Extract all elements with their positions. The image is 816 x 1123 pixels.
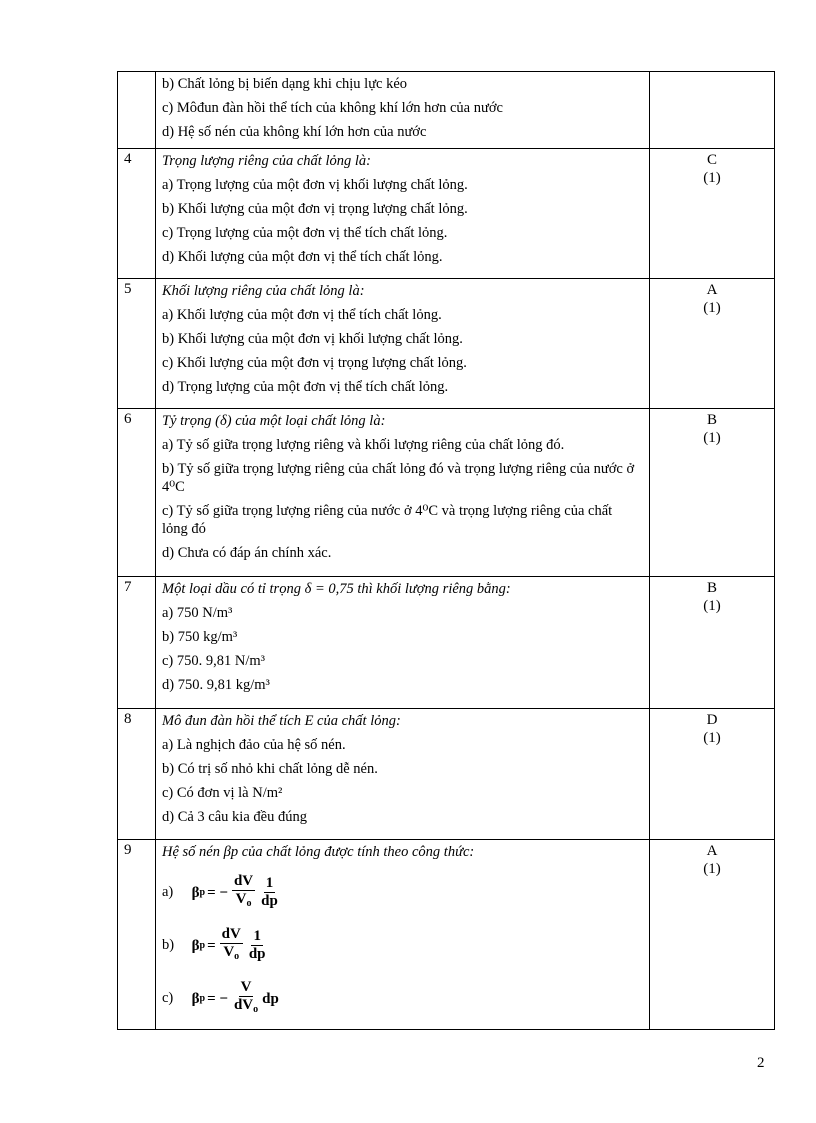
answer-letter: A — [706, 843, 718, 859]
option-label: a) — [162, 883, 174, 900]
formula-lhs: β — [191, 990, 200, 1007]
answer-letter: C — [706, 152, 717, 168]
fraction — [232, 873, 255, 912]
page-number: 2 — [757, 1055, 765, 1071]
table-row — [118, 840, 775, 1030]
denominator-main: V — [223, 944, 235, 960]
option: d) Cả 3 câu kia đều đúng — [162, 809, 307, 825]
table-row — [118, 149, 775, 279]
formula-eq: = − — [207, 990, 228, 1007]
option: a) 750 N/m³ — [162, 605, 233, 621]
answer-cell — [650, 709, 775, 840]
option: b) Tỷ số giữa trọng lượng riêng của chất lỏng đó và trọng lượng riêng của nước ở 4⁰C — [162, 461, 635, 495]
numerator: dV — [221, 926, 241, 942]
answer-points: (1) — [703, 430, 721, 446]
answer-points: (1) — [703, 730, 721, 746]
answer-cell — [650, 279, 775, 409]
question-number: 4 — [118, 149, 156, 279]
option: c) Trọng lượng của một đơn vị thể tích chất lỏng. — [162, 225, 448, 241]
fraction — [220, 926, 243, 965]
question-number: 7 — [118, 577, 156, 709]
question-number — [118, 72, 156, 149]
numerator: V — [240, 979, 252, 995]
formula-tail: dp — [262, 990, 279, 1007]
question-title: Tỷ trọng (δ) của một loại chất lỏng là: — [162, 413, 386, 429]
fraction — [247, 928, 268, 963]
denominator — [221, 944, 241, 965]
answer-points: (1) — [703, 300, 721, 316]
option: d) Chưa có đáp án chính xác. — [162, 545, 332, 561]
answer-cell — [650, 72, 775, 149]
question-number: 8 — [118, 709, 156, 840]
option: d) 750. 9,81 kg/m³ — [162, 677, 270, 693]
answer-letter: B — [706, 580, 717, 596]
table-row — [118, 709, 775, 840]
question-body — [156, 577, 650, 709]
question-number: 9 — [118, 840, 156, 1030]
option: b) Chất lỏng bị biến dạng khi chịu lực kéo — [162, 76, 408, 92]
numerator: dV — [233, 873, 254, 889]
answer-cell — [650, 577, 775, 709]
question-body — [156, 72, 650, 149]
denominator-main: dV — [233, 997, 254, 1013]
formula-lhs: β — [191, 937, 200, 954]
table-row — [118, 72, 775, 149]
formula-lhs-sub: p — [199, 992, 206, 1004]
fraction — [259, 875, 280, 910]
answer-cell — [650, 149, 775, 279]
table-row — [118, 409, 775, 577]
option: a) Là nghịch đảo của hệ số nén. — [162, 737, 346, 753]
formula-option-a — [162, 870, 641, 915]
denominator-main: V — [235, 891, 247, 907]
formula-option-b — [162, 923, 641, 968]
answer-letter: A — [706, 282, 718, 298]
option: a) Khối lượng của một đơn vị thể tích chất lỏng. — [162, 307, 442, 323]
denominator-sub: o — [234, 951, 240, 962]
option: c) Tỷ số giữa trọng lượng riêng của nước ở 4⁰C và trọng lượng riêng của chất lỏng đó — [162, 503, 613, 537]
question-number: 5 — [118, 279, 156, 409]
numerator: 1 — [253, 928, 261, 944]
answer-cell — [650, 840, 775, 1030]
option: c) Có đơn vị là N/m² — [162, 785, 283, 801]
numerator: 1 — [265, 875, 274, 891]
question-body — [156, 149, 650, 279]
option: d) Hệ số nén của không khí lớn hơn của nước — [162, 124, 427, 140]
question-body — [156, 840, 650, 1030]
formula — [192, 979, 279, 1018]
table-row — [118, 279, 775, 409]
option: b) 750 kg/m³ — [162, 629, 238, 645]
answer-points: (1) — [703, 170, 721, 186]
question-body — [156, 709, 650, 840]
option: c) Khối lượng của một đơn vị trọng lượng chất lỏng. — [162, 355, 467, 371]
denominator — [234, 891, 254, 912]
question-body — [156, 279, 650, 409]
formula-lhs: β — [191, 884, 200, 901]
question-title: Một loại dầu có tỉ trọng δ = 0,75 thì khối lượng riêng bằng: — [162, 581, 511, 597]
denominator — [232, 997, 260, 1018]
answer-points: (1) — [703, 861, 721, 877]
option: b) Có trị số nhỏ khi chất lỏng dễ nén. — [162, 761, 378, 777]
option: d) Trọng lượng của một đơn vị thể tích chất lỏng. — [162, 379, 449, 395]
question-title: Trọng lượng riêng của chất lỏng là: — [162, 153, 371, 169]
formula-option-c — [162, 976, 641, 1021]
denominator-sub: o — [246, 898, 252, 909]
denominator: dp — [248, 946, 266, 962]
formula-eq: = — [207, 937, 216, 954]
option-label: b) — [162, 936, 175, 953]
option: b) Khối lượng của một đơn vị khối lượng chất lỏng. — [162, 331, 463, 347]
question-title: Hệ số nén βp của chất lỏng được tính theo công thức: — [162, 844, 475, 860]
fraction — [232, 979, 260, 1018]
question-title: Khối lượng riêng của chất lỏng là: — [162, 283, 365, 299]
formula — [192, 873, 282, 912]
answer-letter: D — [706, 712, 718, 728]
answer-cell — [650, 409, 775, 577]
option-label: c) — [162, 989, 174, 1006]
option: b) Khối lượng của một đơn vị trọng lượng chất lỏng. — [162, 201, 468, 217]
formula-eq: = − — [207, 884, 228, 901]
table-row — [118, 577, 775, 709]
question-body — [156, 409, 650, 577]
question-number: 6 — [118, 409, 156, 577]
option: c) 750. 9,81 N/m³ — [162, 653, 266, 669]
answer-points: (1) — [703, 598, 721, 614]
answer-letter: B — [706, 412, 717, 428]
option: d) Khối lượng của một đơn vị thể tích chất lỏng. — [162, 249, 443, 265]
option: c) Môđun đàn hồi thể tích của không khí lớn hơn của nước — [162, 100, 503, 116]
option: a) Tỷ số giữa trọng lượng riêng và khối lượng riêng của chất lỏng đó. — [162, 437, 565, 453]
formula-lhs-sub: p — [199, 886, 206, 898]
denominator: dp — [261, 893, 278, 909]
option: a) Trọng lượng của một đơn vị khối lượng chất lỏng. — [162, 177, 468, 193]
question-table — [117, 71, 775, 1030]
formula — [192, 926, 270, 965]
formula-lhs-sub: p — [199, 939, 206, 951]
denominator-sub: o — [253, 1004, 259, 1015]
question-title: Mô đun đàn hồi thể tích E của chất lỏng: — [162, 713, 401, 729]
